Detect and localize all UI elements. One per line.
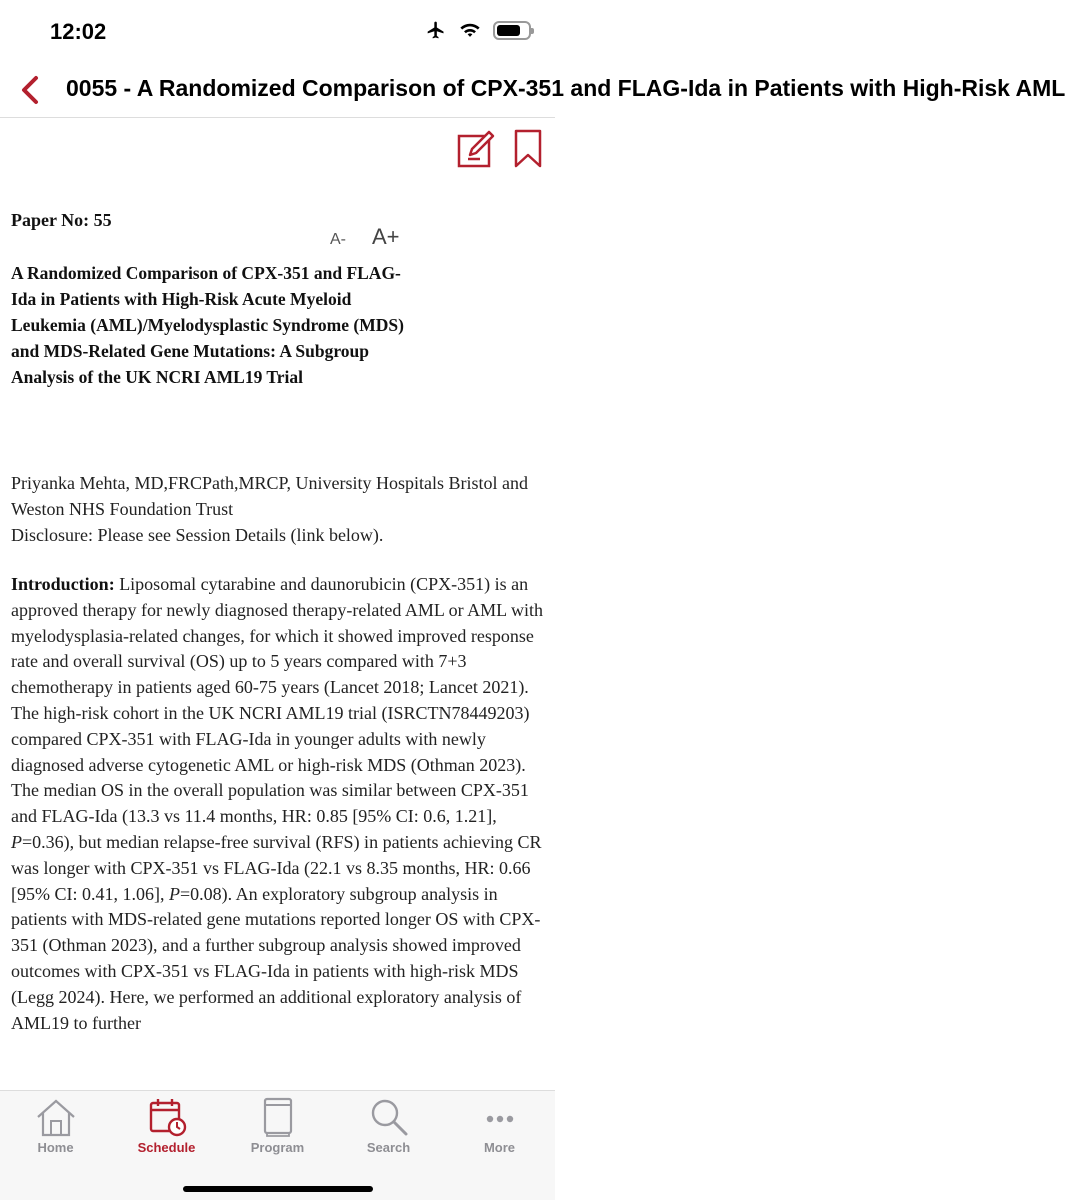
schedule-icon: [145, 1097, 189, 1137]
action-bar: [0, 118, 555, 178]
author-block: [11, 470, 531, 548]
intro-text-3: =0.08). An exploratory subgroup analysis in patients with MDS-related gene mutations reported longer OS with CPX-351 (Othman 2023), and a further subgroup analysis showed improved outcomes with CPX-351 vs FLAG-Ida in patients with high-risk MDS (Legg 2024). Here, we performed an additional exploratory analysis of AML19 to further: [11, 883, 541, 1033]
program-icon: [256, 1097, 300, 1137]
p-value-label: P: [168, 883, 180, 904]
more-icon: [478, 1097, 522, 1137]
back-button[interactable]: [10, 70, 50, 110]
status-bar: [0, 0, 555, 62]
home-icon: [34, 1097, 78, 1137]
tab-home[interactable]: [0, 1097, 111, 1161]
edit-note-button[interactable]: [456, 126, 496, 172]
tab-more[interactable]: [444, 1097, 555, 1161]
tab-search[interactable]: [333, 1097, 444, 1161]
tab-bar: [0, 1090, 555, 1200]
bookmark-icon: [510, 124, 546, 170]
tab-label: Schedule: [137, 1140, 196, 1155]
author-name: Priyanka Mehta, MD,FRCPath,MRCP, University Hospitals Bristol and Weston NHS Foundation Trust: [11, 473, 529, 519]
chevron-left-icon: [19, 75, 41, 105]
bookmark-button[interactable]: [510, 124, 546, 170]
page-title: 0055 - A Randomized Comparison of CPX-351 and FLAG-Ida in Patients with High-Risk AML: [66, 75, 1065, 101]
tab-label: Search: [366, 1140, 411, 1155]
edit-icon: [456, 126, 496, 172]
status-icons: [425, 20, 531, 40]
decrease-font-button[interactable]: A-: [330, 231, 346, 248]
font-size-controls: [330, 224, 400, 250]
increase-font-button[interactable]: A+: [372, 224, 400, 249]
tab-schedule[interactable]: [111, 1097, 222, 1161]
disclosure-text: Disclosure: Please see Session Details (link below).: [11, 525, 384, 545]
paper-number: Paper No: 55: [11, 210, 112, 230]
search-icon: [367, 1097, 411, 1137]
abstract-text: [11, 572, 545, 1036]
paper-title: A Randomized Comparison of CPX-351 and FLAG-Ida in Patients with High-Risk Acute Myeloid Leukemia (AML)/Myelodysplastic Syndrome (MDS) and MDS-Related Gene Mutations: A Subgroup Analysis of the UK NCRI AML19 Trial: [11, 263, 404, 387]
intro-text-2: =0.36), but median relapse-free survival (RFS) in patients achieving CR was longer with CPX-351 vs FLAG-Ida (22.1 vs 8.35 months, HR: 0.66 [95% CI: 0.41, 1.06],: [11, 831, 542, 904]
tab-program[interactable]: [222, 1097, 333, 1161]
tab-label: Program: [250, 1140, 305, 1155]
tab-label: More: [483, 1140, 516, 1155]
p-value-label: P: [11, 831, 22, 852]
intro-text-1: Liposomal cytarabine and daunorubicin (CPX-351) is an approved therapy for newly diagnosed therapy-related AML or AML with myelodysplasia-related changes, for which it showed improved response rate and overall survival (OS) up to 5 years compared with 7+3 chemotherapy in patients aged 60-75 years (Lancet 2018; Lancet 2021). The high-risk cohort in the UK NCRI AML19 trial (ISRCTN78449203) compared CPX-351 with FLAG-Ida in younger adults with newly diagnosed adverse cytogenetic AML or high-risk MDS (Othman 2023). The median OS in the overall population was similar between CPX-351 and FLAG-Ida (13.3 vs 11.4 months, HR: 0.85 [95% CI: 0.6, 1.21],: [11, 574, 544, 827]
status-time: 12:02: [50, 19, 107, 44]
battery-icon: [493, 21, 531, 40]
nav-header: [0, 62, 1065, 118]
abstract-content[interactable]: [0, 178, 555, 1090]
wifi-icon: [459, 21, 481, 39]
home-indicator: [183, 1186, 373, 1192]
tab-label: Home: [37, 1140, 74, 1155]
airplane-icon: [425, 20, 447, 40]
introduction-label: Introduction:: [11, 574, 115, 594]
